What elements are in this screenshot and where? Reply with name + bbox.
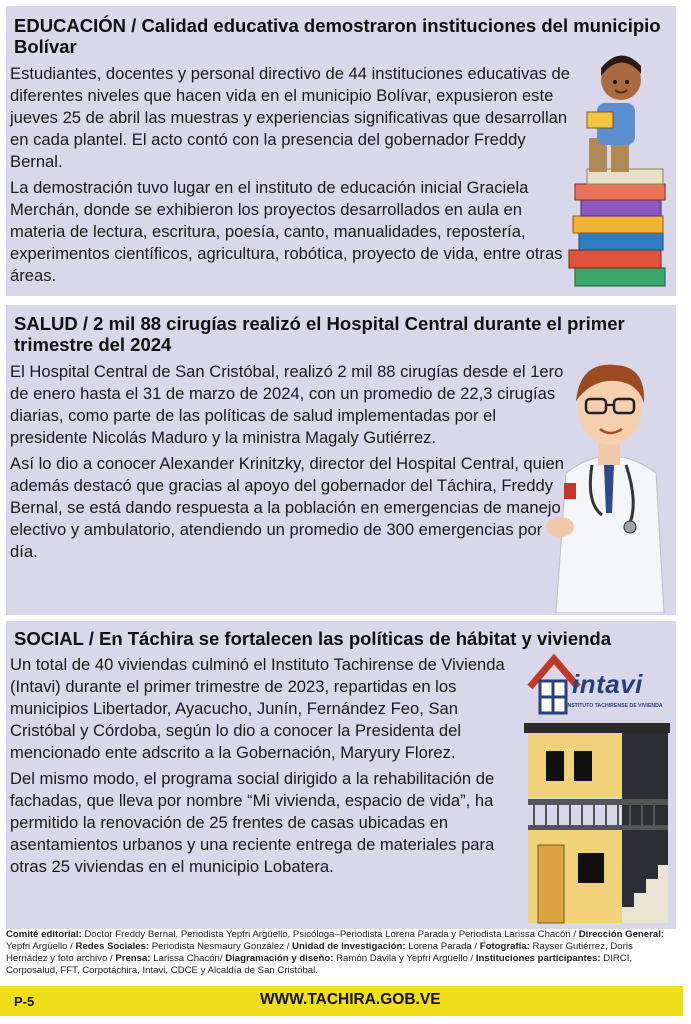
paragraph: Un total de 40 viviendas culminó el Instituto Tachirense de Vivienda (Intavi) durante el primer trimestre de 2023, repartidas en los municipios Libertador, Ayacucho, Junín, Fernández Feo, San Cristóbal y Córdoba, según lo dio a conocer la Presidenta del mencionado ente adscrito a la Gobernación, Maryury Florez. xyxy=(10,655,505,762)
paragraph: Así lo dio a conocer Alexander Krinitzky, director del Hospital Central, quien además destacó que gracias al apoyo del gobernador del Táchira, Freddy Bernal, se está dando respuesta a la población en emergencias de manejo electivo y ambulatorio, atendiendo un promedio de 300 emergencias por día. xyxy=(10,454,565,561)
credits-label: Comité editorial: xyxy=(6,929,82,940)
section-salud xyxy=(6,305,676,615)
section-body xyxy=(10,654,510,882)
doctor-illustration xyxy=(546,343,674,613)
credits-label: Redes Sociales: xyxy=(75,941,150,952)
credits-label: Fotografía: xyxy=(479,941,530,952)
house-illustration xyxy=(522,721,672,927)
paragraph: La demostración tuvo lugar en el instituto de educación inicial Graciela Merchán, donde se exhibieron los proyectos desarrollados en aula en materia de lectura, escritura, poesía, canto, manualidades, repostería, experimentos científicos, agricultura, robótica, proyecto de vida, entre otras áreas. xyxy=(10,178,563,285)
page-number: P-5 xyxy=(14,994,35,1009)
section-title: EDUCACIÓN / Calidad educativa demostraron instituciones del municipio Bolívar xyxy=(14,15,661,57)
credits-text: Yepfri Argüello / xyxy=(6,941,73,952)
credits-text: DIRCI, Corposalud, FFT, Corpotáchira, Intavi, CDCE y Alcaldía de San Cristóbal. xyxy=(6,953,633,976)
paragraph: El Hospital Central de San Cristóbal, realizó 2 mil 88 cirugías desde el 1ero de enero hasta el 31 de marzo de 2024, con un promedio de 22,3 cirugías diarias, como parte de las políticas de salud implementadas por el presidente Nicolás Maduro y la ministra Magaly Gutiérrez. xyxy=(10,362,564,447)
paragraph: Del mismo modo, el programa social dirigido a la rehabilitación de fachadas, que lleva por nombre “Mi vivienda, espacio de vida”, ha permitido la renovación de 25 frentes de casas ubicadas en asentamientos urbanos y una reciente entrega de materiales para otras 25 viviendas en el municipio Lobatera. xyxy=(10,769,495,876)
credits-text: Rayser Gutiérrez, Doris Hernádez y foto archivo / xyxy=(6,941,633,964)
bottom-bar xyxy=(0,986,683,1016)
boy-reading-on-books-illustration xyxy=(561,48,673,296)
section-title: SALUD / 2 mil 88 cirugías realizó el Hospital Central durante el primer trimestre del 2024 xyxy=(14,313,625,355)
credits-label: Prensa: xyxy=(115,953,151,964)
credits-label: Dirección General: xyxy=(578,929,665,940)
intavi-logo-subtitle: INSTITUTO TACHIRENSE DE VIVIENDA xyxy=(566,703,663,709)
credits-text: Ramón Dávila y Yepfri Argüello / xyxy=(336,953,474,964)
paragraph: Estudiantes, docentes y personal directivo de 44 instituciones educativas de diferentes niveles que hacen vida en el municipio Bolívar, expusieron este jueves 25 de abril las muestras y experiencias significativas que desarrollan en cada plantel. El acto contó con la presencia del gobernador Freddy Bernal. xyxy=(10,64,570,171)
section-educacion xyxy=(6,6,676,296)
credits-text: Periodista Nesmaury González / xyxy=(151,941,290,952)
credits-text: Doctor Freddy Bernal, Periodista Yepfri Argüello, Psicóloga–Periodista Lorena Parada y Periodista Larissa Chacón / xyxy=(84,929,577,940)
section-social xyxy=(6,621,676,929)
section-title: SOCIAL / En Táchira se fortalecen las políticas de hábitat y vivienda xyxy=(14,628,611,649)
section-body xyxy=(10,361,570,567)
credits-text: Larissa Chacón/ xyxy=(153,953,223,964)
website-link[interactable]: WWW.TACHIRA.GOB.VE xyxy=(260,991,441,1008)
intavi-logo-text: intavi xyxy=(572,669,643,699)
credits-footer xyxy=(6,929,676,977)
credits-label: Unidad de Investigación: xyxy=(292,941,406,952)
credits-label: Instituciones participantes: xyxy=(475,953,601,964)
credits-text: Lorena Parada / xyxy=(408,941,478,952)
credits-label: Diagramación y diseño: xyxy=(225,953,334,964)
section-body xyxy=(10,63,570,291)
